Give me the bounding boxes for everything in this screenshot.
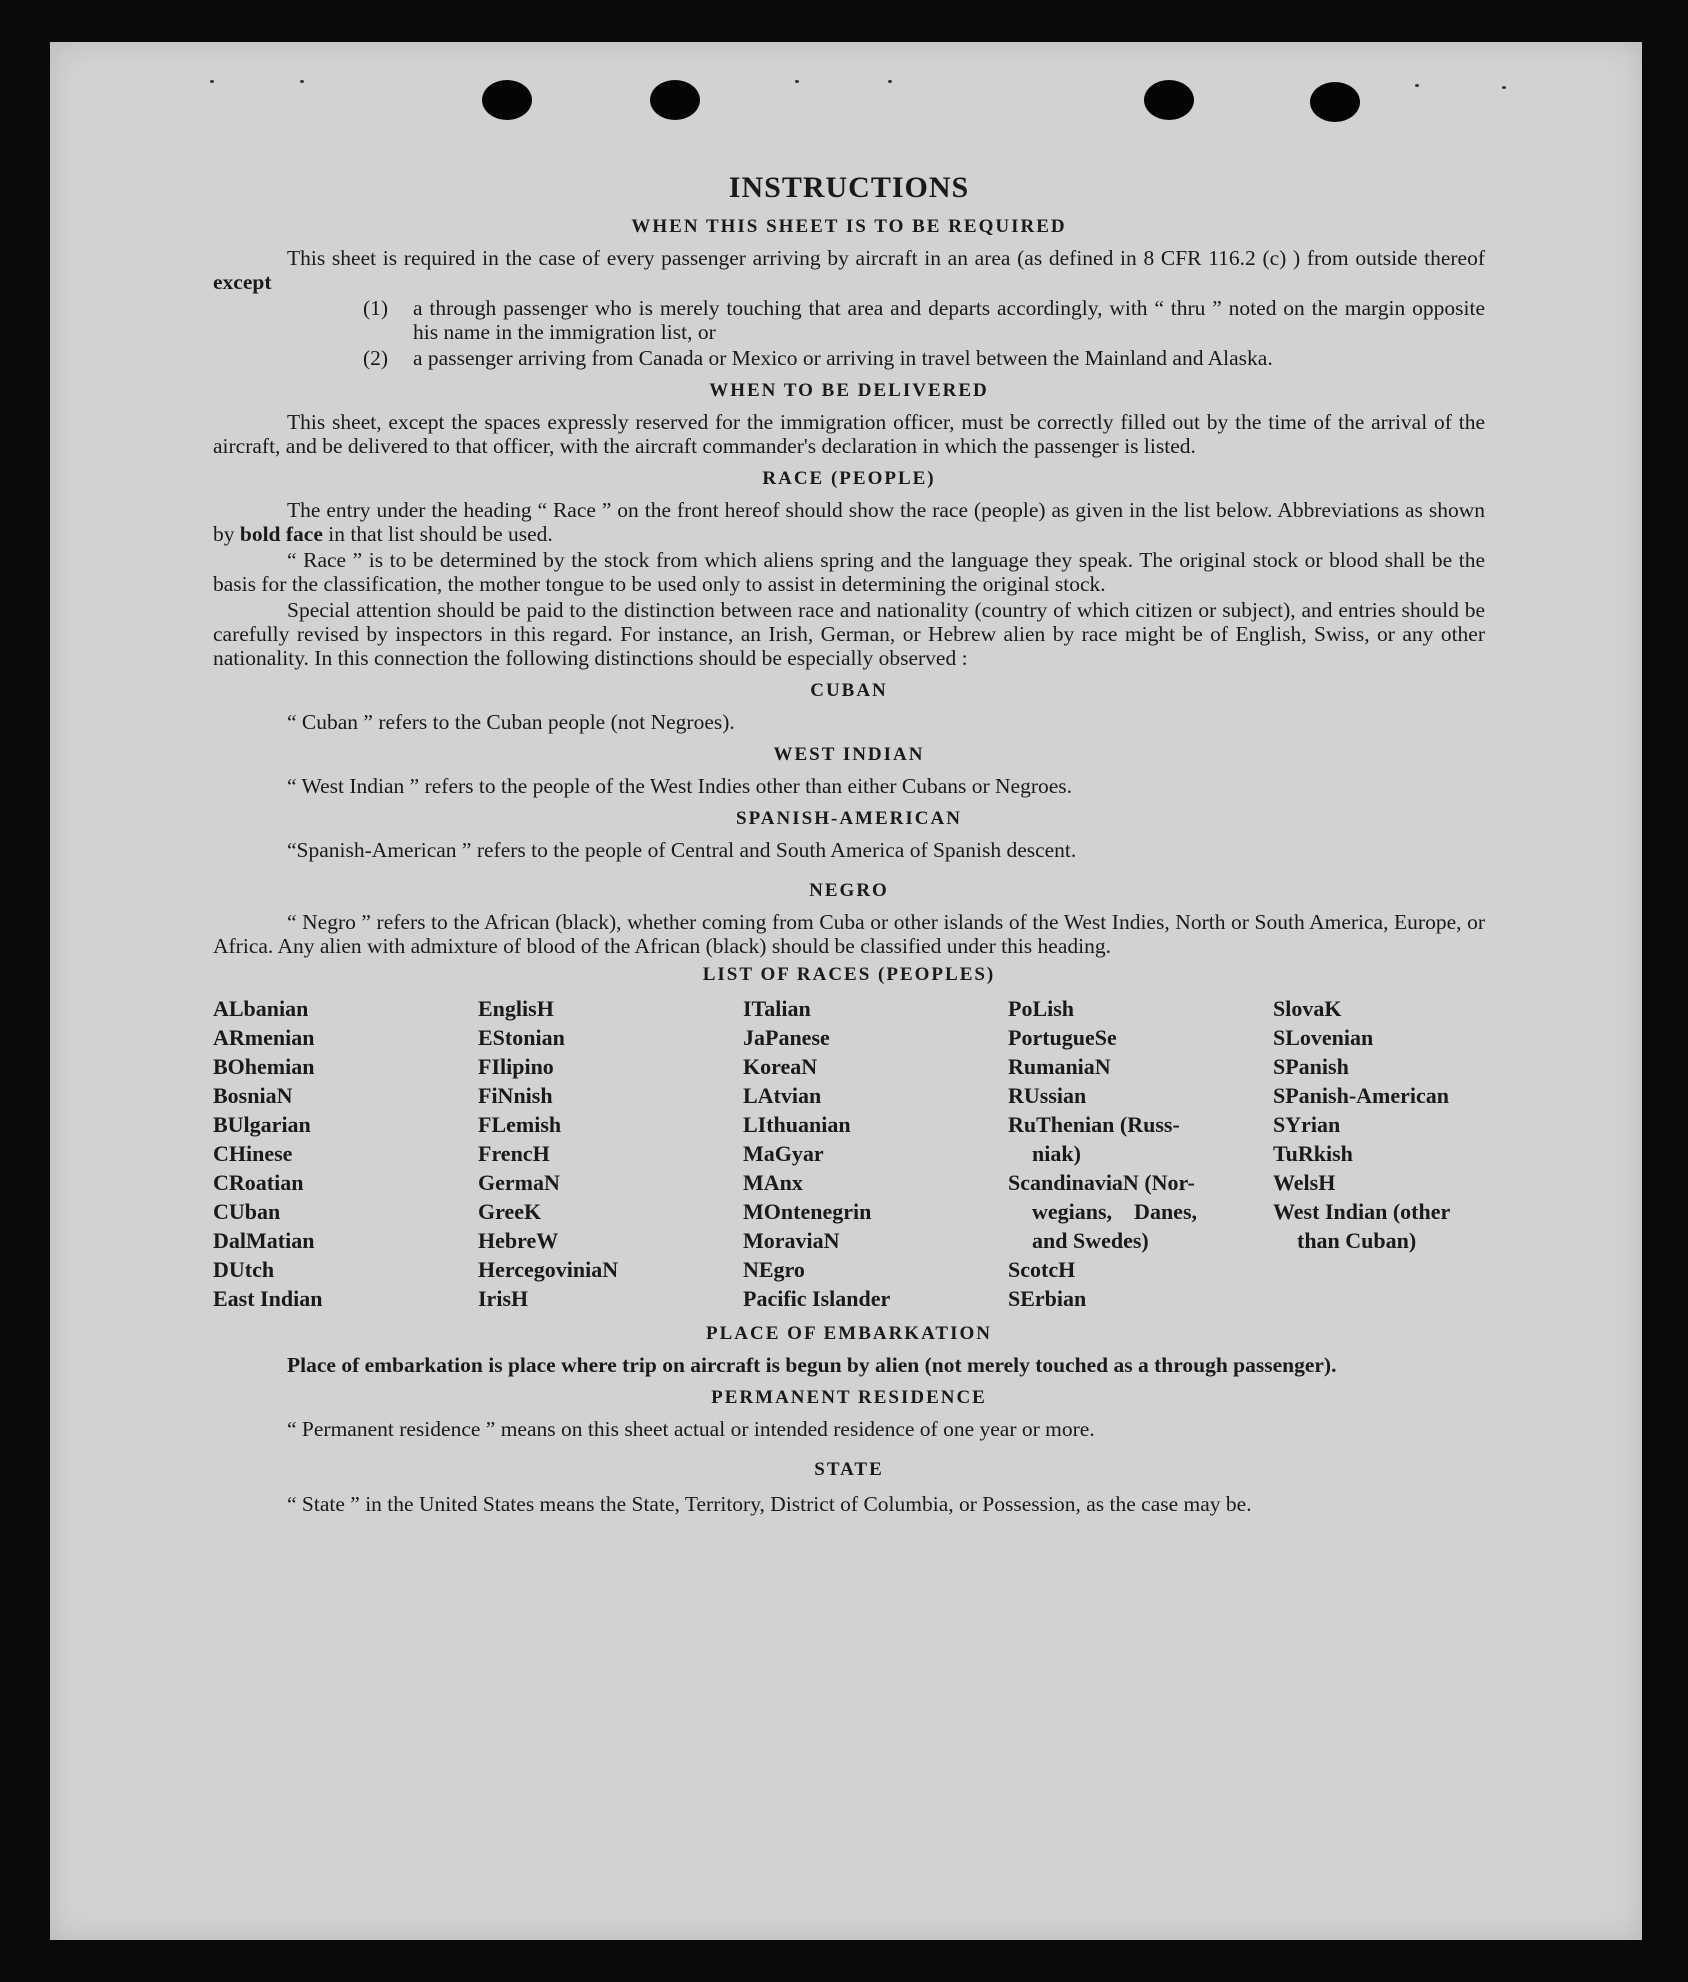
races-column-3 (743, 994, 1008, 1313)
section-heading-when-required: WHEN THIS SHEET IS TO BE REQUIRED (631, 216, 1067, 237)
spanish-american-text: “Spanish-American ” refers to the people of Central and South America of Spanish descent. (287, 838, 1077, 862)
exception-number: (1) (363, 296, 389, 320)
residence-text: “ Permanent residence ” means on this sheet actual or intended residence of one year or more. (287, 1417, 1095, 1441)
paper-speck (888, 80, 892, 83)
document-sheet (50, 42, 1642, 1940)
exception-item-1 (363, 296, 1485, 344)
paper-speck (1502, 86, 1506, 89)
races-column-5 (1273, 994, 1485, 1313)
negro-text: “ Negro ” refers to the African (black), whether coming from Cuba or other islands of the West Indies, North or South America, Europe, or Africa. Any alien with admixture of blood of the African (black) should be classified under this heading. (213, 910, 1485, 958)
race-entry: EStonian (478, 1025, 565, 1050)
race-entry: CHinese (213, 1141, 293, 1166)
race-entry: West Indian (other (1273, 1199, 1451, 1224)
race-entry: MoraviaN (743, 1228, 840, 1253)
section-heading-embarkation: PLACE OF EMBARKATION (706, 1323, 992, 1344)
race-entry: MOntenegrin (743, 1199, 872, 1224)
race-paragraph-1: The entry under the heading “ Race ” on the front hereof should show the race (people) as given in the list below. Abbreviations as shown by bold face in that list should be used. (213, 498, 1485, 546)
exception-text: a passenger arriving from Canada or Mexico or arriving in travel between the Mainland and Alaska. (413, 346, 1273, 370)
paper-speck (210, 80, 214, 83)
race-entry-continuation: than Cuban) (1297, 1228, 1417, 1253)
punch-hole (650, 80, 700, 120)
race-entry-continuation: niak) (1032, 1141, 1081, 1166)
cuban-text: “ Cuban ” refers to the Cuban people (not Negroes). (287, 710, 735, 734)
race-paragraph-3: Special attention should be paid to the distinction between race and nationality (country of which citizen or subject), and entries should be carefully revised by inspectors in this regard. For instance, an Irish, German, or Hebrew alien by race might be of English, Swiss, or any other nationality. In this connection the following distinctions should be especially observed : (213, 598, 1485, 670)
race-entry: RuThenian (Russ- (1008, 1112, 1180, 1137)
race-entry: BUlgarian (213, 1112, 311, 1137)
west-indian-text: “ West Indian ” refers to the people of the West Indies other than either Cubans or Negroes. (287, 774, 1073, 798)
paper-speck (795, 80, 799, 83)
paper-speck (1415, 84, 1419, 87)
paper-speck (300, 80, 304, 83)
section-heading-state: STATE (814, 1459, 884, 1480)
race-entry: PoLish (1008, 996, 1075, 1021)
race-entry: SlovaK (1273, 996, 1342, 1021)
race-entry: DUtch (213, 1257, 275, 1282)
when-required-intro: This sheet is required in the case of every passenger arriving by aircraft in an area (as defined in 8 CFR 116.2 (c) ) from outside thereof except (213, 246, 1485, 294)
embarkation-text: Place of embarkation is place where trip on aircraft is begun by alien (not merely touched as a through passenger). (287, 1353, 1337, 1377)
race-entry: IrisH (478, 1286, 529, 1311)
section-heading-list-of-races: LIST OF RACES (PEOPLES) (702, 964, 996, 985)
punch-hole (1310, 82, 1360, 122)
race-entry: Pacific Islander (743, 1286, 891, 1311)
race-entry: ScotcH (1008, 1257, 1076, 1282)
section-heading-cuban: CUBAN (810, 680, 888, 701)
race-entry: GermaN (478, 1170, 560, 1195)
race-entry: TuRkish (1273, 1141, 1353, 1166)
section-heading-negro: NEGRO (809, 880, 889, 901)
race-entry: LIthuanian (743, 1112, 851, 1137)
state-text: “ State ” in the United States means the State, Territory, District of Columbia, or Possession, as the case may be. (287, 1492, 1252, 1516)
punch-hole (482, 80, 532, 120)
race-entry: FLemish (478, 1112, 562, 1137)
race-entry: ARmenian (213, 1025, 315, 1050)
race-entry: GreeK (478, 1199, 542, 1224)
race-entry: WelsH (1273, 1170, 1336, 1195)
race-entry: EnglisH (478, 996, 554, 1021)
section-heading-residence: PERMANENT RESIDENCE (711, 1387, 987, 1408)
race-entry: FiNnish (478, 1083, 553, 1108)
race-entry: MAnx (743, 1170, 803, 1195)
race-entry: SPanish (1273, 1054, 1349, 1079)
race-entry: KoreaN (743, 1054, 818, 1079)
race-entry: CUban (213, 1199, 281, 1224)
race-entry: CRoatian (213, 1170, 304, 1195)
race-entry: MaGyar (743, 1141, 824, 1166)
race-paragraph-2: “ Race ” is to be determined by the stock from which aliens spring and the language they speak. The original stock or blood shall be the basis for the classification, the mother tongue to be used only to assist in determining the original stock. (213, 548, 1485, 596)
races-list (213, 994, 1485, 1313)
races-column-4 (1008, 994, 1273, 1313)
race-entry: BosniaN (213, 1083, 293, 1108)
race-entry: BOhemian (213, 1054, 315, 1079)
exception-number: (2) (363, 346, 389, 370)
race-entry: HercegoviniaN (478, 1257, 619, 1282)
races-column-1 (213, 994, 478, 1313)
race-entry: SErbian (1008, 1286, 1087, 1311)
race-entry: LAtvian (743, 1083, 822, 1108)
page-title: INSTRUCTIONS (728, 171, 970, 204)
exception-item-2 (363, 346, 1485, 370)
race-entry: SYrian (1273, 1112, 1341, 1137)
race-entry: FrencH (478, 1141, 550, 1166)
section-heading-when-delivered: WHEN TO BE DELIVERED (709, 380, 989, 401)
race-entry-continuation: and Swedes) (1032, 1228, 1149, 1253)
exception-text: a through passenger who is merely touching that area and departs accordingly, with “ thru ” noted on the margin opposite his name in the immigration list, or (413, 296, 1485, 344)
race-entry: ITalian (743, 996, 811, 1021)
section-heading-race: RACE (PEOPLE) (762, 468, 936, 489)
race-entry: SPanish-American (1273, 1083, 1449, 1108)
race-entry: ScandinaviaN (Nor- (1008, 1170, 1195, 1195)
race-entry: FIlipino (478, 1054, 554, 1079)
race-entry: RumaniaN (1008, 1054, 1111, 1079)
race-entry: RUssian (1008, 1083, 1087, 1108)
race-entry: PortugueSe (1008, 1025, 1117, 1050)
race-entry: East Indian (213, 1286, 323, 1311)
race-entry: JaPanese (743, 1025, 830, 1050)
race-entry-continuation: wegians, Danes, (1032, 1199, 1198, 1224)
race-entry: HebreW (478, 1228, 559, 1253)
section-heading-spanish-american: SPANISH-AMERICAN (736, 808, 962, 829)
section-heading-west-indian: WEST INDIAN (773, 744, 925, 765)
when-delivered-text: This sheet, except the spaces expressly reserved for the immigration officer, must be correctly filled out by the time of the arrival of the aircraft, and be delivered to that officer, with the aircraft commander's declaration in which the passenger is listed. (213, 410, 1485, 458)
race-entry: DalMatian (213, 1228, 315, 1253)
instructions-content (213, 170, 1485, 1519)
race-entry: ALbanian (213, 996, 309, 1021)
race-entry: SLovenian (1273, 1025, 1374, 1050)
races-column-2 (478, 994, 743, 1313)
punch-hole (1144, 80, 1194, 120)
race-entry: NEgro (743, 1257, 805, 1282)
